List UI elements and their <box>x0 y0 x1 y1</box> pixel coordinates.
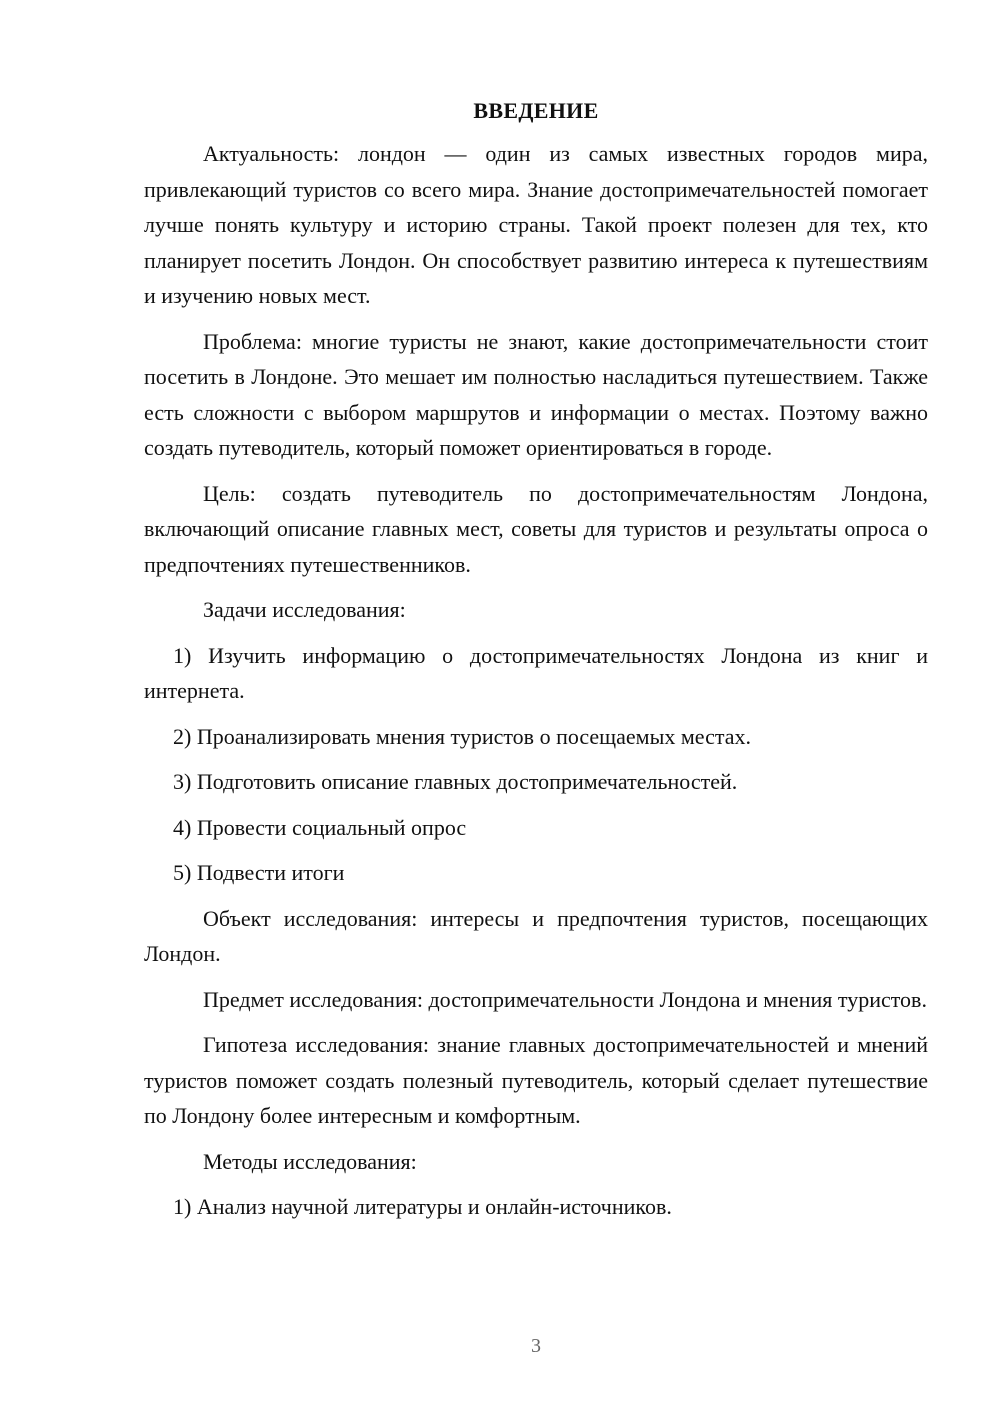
paragraph-problem: Проблема: многие туристы не знают, какие достопримечательности стоит посетить в Лондоне. Это мешает им полностью насладиться путешествием. Также есть сложности с выбором маршрутов и информации о местах. Поэтому важно создать путеводитель, который поможет ориентироваться в городе. <box>144 328 928 460</box>
document-body <box>144 96 928 1235</box>
task-item: 5) Подвести итоги <box>173 860 345 885</box>
paragraph-hypothesis: Гипотеза исследования: знание главных достопримечательностей и мнений туристов поможет создать полезный путеводитель, который сделает путешествие по Лондону более интересным и комфортным. <box>144 1032 928 1128</box>
paragraph-subject: Предмет исследования: достопримечательности Лондона и мнения туристов. <box>203 986 927 1012</box>
methods-heading: Методы исследования: <box>203 1148 417 1174</box>
page-number: 3 <box>531 1335 541 1357</box>
task-item: 3) Подготовить описание главных достопримечательностей. <box>173 769 738 794</box>
task-item: 4) Провести социальный опрос <box>173 814 467 840</box>
paragraph-goal: Цель: создать путеводитель по достопримечательностям Лондона, включающий описание главных мест, советы для туристов и результаты опроса о предпочтениях путешественников. <box>144 480 928 577</box>
section-title: ВВЕДЕНИЕ <box>473 98 599 123</box>
task-item: 2) Проанализировать мнения туристов о посещаемых местах. <box>173 723 752 749</box>
method-item: 1) Анализ научной литературы и онлайн-источников. <box>173 1194 672 1219</box>
paragraph-relevance: Актуальность: лондон — один из самых известных городов мира, привлекающий туристов со всего мира. Знание достопримечательностей помогает лучше понять культуру и историю страны. Такой проект полезен для тех, кто планирует посетить Лондон. Он способствует развитию интереса к путешествиям и изучению новых мест. <box>144 141 928 308</box>
tasks-heading: Задачи исследования: <box>203 597 406 622</box>
task-item: 1) Изучить информацию о достопримечательностях Лондона из книг и интернета. <box>144 642 928 703</box>
paragraph-object: Объект исследования: интересы и предпочтения туристов, посещающих Лондон. <box>144 905 928 966</box>
